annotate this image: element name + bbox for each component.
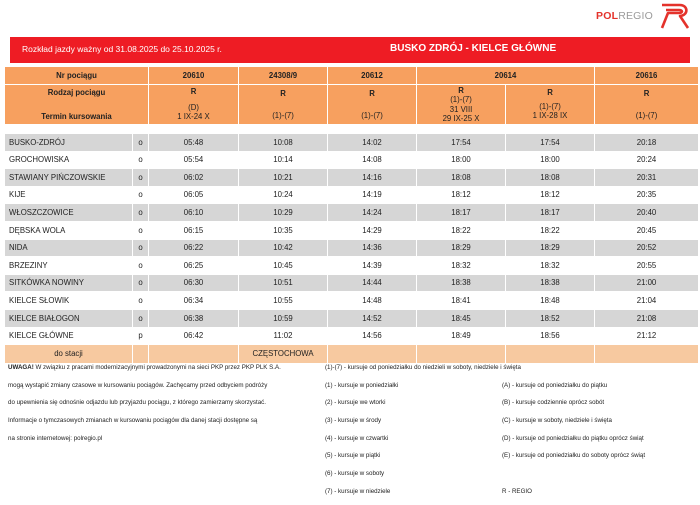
legend-item: (3) - kursuje w środy [325,417,382,425]
departure-time: 18:38 [506,274,595,292]
train-term: 31 VIII [449,104,473,114]
route-title: BUSKO ZDRÓJ - KIELCE GŁÓWNE [390,43,557,54]
departure-time: 10:59 [239,309,328,327]
table-row [5,169,699,187]
station-name: WŁOSZCZOWICE [5,204,133,222]
departure-time: 18:45 [417,309,506,327]
footer-label: do stacji [5,345,133,364]
departure-time: 18:38 [417,274,506,292]
departure-time: 14:39 [328,257,417,275]
table-row [5,292,699,310]
train-term: (D) [188,102,199,112]
train-term: (1)-(7) [450,95,472,105]
departure-time: 14:29 [328,221,417,239]
brand-wordmark [596,10,653,22]
departure-time: 18:12 [506,186,595,204]
departure-time: 10:42 [239,239,328,257]
footer-value [328,345,417,364]
departure-time: 14:16 [328,169,417,187]
stop-mark: o [133,186,149,204]
departure-time: 06:30 [149,274,239,292]
departure-time: 18:17 [506,204,595,222]
departure-time: 14:24 [328,204,417,222]
stop-mark: o [133,169,149,187]
header-banner [10,37,690,63]
departure-time: 10:55 [239,292,328,310]
station-name: DĘBSKA WOLA [5,221,133,239]
departure-time: 18:48 [506,292,595,310]
train-term: (1)-(7) [539,101,561,111]
departure-time: 18:08 [506,169,595,187]
departure-time: 20:40 [595,204,699,222]
stop-mark: o [133,257,149,275]
stop-mark: o [133,221,149,239]
departure-time: 14:19 [328,186,417,204]
train-type-label: Rodzaj pociągu [47,88,106,98]
warning-block [8,363,320,451]
departure-time: 06:10 [149,204,239,222]
departure-time: 18:00 [417,151,506,169]
departure-time: 06:15 [149,221,239,239]
departure-time: 10:21 [239,169,328,187]
departure-time: 20:18 [595,134,699,152]
warning-line: W związku z pracami modernizacyjnymi prowadzonymi na sieci PKP przez PKP PLK S.A. [33,364,281,371]
warning-line: Informacje o tymczasowych zmianach w kursowaniu pociągów dla danej stacji dostępne są [8,417,258,425]
table-row [5,134,699,152]
station-name: KIJE [5,186,133,204]
departure-time: 20:35 [595,186,699,204]
departure-time: 06:02 [149,169,239,187]
footer-value [506,345,595,364]
departure-time: 10:14 [239,151,328,169]
departure-time: 10:35 [239,221,328,239]
departure-time: 18:49 [417,327,506,345]
departure-time: 21:00 [595,274,699,292]
legend-item: (E) - kursuje od poniedziałku do soboty oprócz świąt [502,452,646,460]
train-info [417,85,506,125]
table-row [5,204,699,222]
departure-time: 18:32 [417,257,506,275]
station-name: KIELCE BIAŁOGON [5,309,133,327]
departure-time: 21:08 [595,309,699,327]
departure-time: 20:52 [595,239,699,257]
departure-time: 20:45 [595,221,699,239]
departure-time: 20:55 [595,257,699,275]
departure-time: 18:56 [506,327,595,345]
departure-time: 18:08 [417,169,506,187]
departure-time: 18:22 [417,221,506,239]
table-row [5,257,699,275]
departure-time: 17:54 [417,134,506,152]
departure-time: 14:48 [328,292,417,310]
departure-time: 21:12 [595,327,699,345]
station-name: STAWIANY PIŃCZOWSKIE [5,169,133,187]
train-type: R [458,85,464,95]
departure-time: 06:22 [149,239,239,257]
table-row [5,239,699,257]
departure-time: 18:00 [506,151,595,169]
stop-mark: o [133,309,149,327]
station-name: BRZEZINY [5,257,133,275]
legend-item: (B) - kursuje codziennie oprócz sobót [502,399,605,407]
departure-time: 20:31 [595,169,699,187]
legend-item: (7) - kursuje w niedziele [325,487,391,495]
departure-time: 14:08 [328,151,417,169]
table-row [5,309,699,327]
departure-time: 18:32 [506,257,595,275]
train-number: 20610 [149,67,239,85]
departure-time: 20:24 [595,151,699,169]
station-name: KIELCE GŁÓWNE [5,327,133,345]
departure-time: 10:51 [239,274,328,292]
departure-time: 18:12 [417,186,506,204]
stop-mark: o [133,151,149,169]
departure-time: 17:54 [506,134,595,152]
table-row [5,186,699,204]
train-info [149,85,239,125]
departure-time: 18:22 [506,221,595,239]
warning-line: mogą wystąpić zmiany czasowe w kursowaniu pociągów. Zachęcamy przed odbyciem podróży [8,381,268,389]
schedule-label: Termin kursowania [41,111,112,121]
train-term: (1)-(7) [361,110,383,120]
footer-value [417,345,506,364]
departure-time: 18:52 [506,309,595,327]
departure-time: 06:42 [149,327,239,345]
legend-codes [502,363,692,505]
train-info [239,85,328,125]
departure-time: 06:05 [149,186,239,204]
legend-item: (1)-(7) - kursuje od poniedziałku do niedzieli w soboty, niedziele i święta [325,364,521,371]
warning-line: na stronie internetowej: polregio.pl [8,434,103,442]
table-row [5,221,699,239]
legend-item: (6) - kursuje w soboty [325,470,385,478]
train-info [328,85,417,125]
train-type: R [280,89,286,99]
station-name: NIDA [5,239,133,257]
departure-time: 14:56 [328,327,417,345]
departure-time: 14:36 [328,239,417,257]
footer-value [595,345,699,364]
polregio-r-icon [658,2,692,30]
departure-time: 14:44 [328,274,417,292]
stop-mark: o [133,204,149,222]
departure-time: 10:24 [239,186,328,204]
train-number: 20616 [595,67,699,85]
departure-time: 05:48 [149,134,239,152]
footer-value [149,345,239,364]
polregio-logo [596,2,700,32]
departure-time: 14:52 [328,309,417,327]
train-type: R [643,89,650,99]
legend-item: (2) - kursuje we wtorki [325,399,386,407]
table-row [5,274,699,292]
timetable [4,66,699,364]
station-name: GROCHOWISKA [5,151,133,169]
departure-time: 06:25 [149,257,239,275]
warning-line: do upewnienia się odnośnie odjazdu lub przyjazdu pociągu, z którego zamierzamy skorzystać. [8,399,266,407]
type-schedule-labels [5,85,149,125]
legend-item [502,469,692,487]
legend-item: (5) - kursuje w piątki [325,452,381,460]
stop-mark: o [133,239,149,257]
train-info [506,85,595,125]
legend-item: (D) - kursuje od poniedziałku do piątku oprócz świąt [502,434,644,442]
train-type: R [369,89,375,99]
departure-time: 05:54 [149,151,239,169]
train-no-label: Nr pociągu [5,67,149,85]
departure-time: 14:02 [328,134,417,152]
train-number: 20612 [328,67,417,85]
legend-item: (C) - kursuje w soboty, niedziele i święta [502,417,612,425]
stop-mark: o [133,134,149,152]
table-row [5,327,699,345]
train-term: 1 IX-24 X [177,112,210,122]
train-type: R [547,88,553,98]
departure-time: 06:34 [149,292,239,310]
station-name: SITKÓWKA NOWINY [5,274,133,292]
brand-part1: POL [596,10,619,22]
legend-item [502,363,692,381]
departure-time: 18:29 [506,239,595,257]
train-term: 29 IX-25 X [442,113,480,123]
train-type: R [190,87,197,97]
stop-mark: o [133,292,149,310]
departure-time: 18:41 [417,292,506,310]
departure-time: 10:45 [239,257,328,275]
departure-time: 21:04 [595,292,699,310]
departure-time: 10:29 [239,204,328,222]
departure-time: 10:08 [239,134,328,152]
table-row [5,151,699,169]
departure-time: 11:02 [239,327,328,345]
station-rows [5,134,699,345]
train-term: (1)-(7) [272,110,294,120]
warning-title: UWAGA! [8,364,34,371]
stop-mark: o [133,274,149,292]
departure-time: 18:29 [417,239,506,257]
legend-item: R - REGIO [502,487,532,495]
train-term: 1 IX-28 IX [532,111,568,121]
train-term: (1)-(7) [635,110,658,120]
stop-mark: p [133,327,149,345]
brand-part2: REGIO [618,10,654,22]
departure-time: 18:17 [417,204,506,222]
train-number: 20614 [417,67,595,85]
station-name: KIELCE SŁOWIK [5,292,133,310]
footer-value: CZĘSTOCHOWA [239,345,328,364]
train-number: 24308/9 [239,67,328,85]
legend-item: (A) - kursuje od poniedziałku do piątku [502,381,608,389]
train-info [595,85,699,125]
legend-item: (1) - kursuje w poniedziałki [325,381,399,389]
legend-item: (4) - kursuje w czwartki [325,434,389,442]
departure-time: 06:38 [149,309,239,327]
validity-text: Rozkład jazdy ważny od 31.08.2025 do 25.10.2025 r. [22,44,222,54]
station-name: BUSKO-ZDRÓJ [5,134,133,152]
